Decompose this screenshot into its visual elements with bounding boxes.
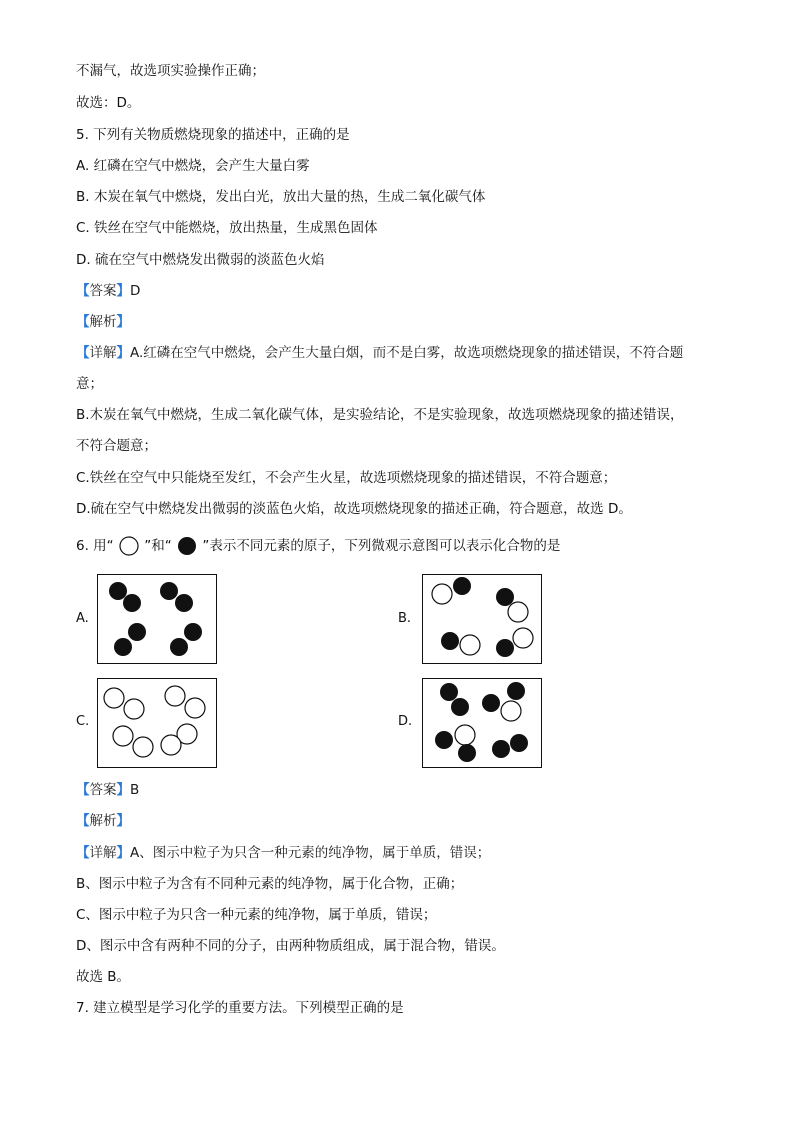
molecule-diagram-d xyxy=(423,679,541,767)
text-line: 不符合题意； xyxy=(76,438,157,454)
question-5-option-b: B. 木炭在氧气中燃烧，发出白光，放出大量的热，生成二氧化碳气体 xyxy=(76,189,486,205)
text-line: 故选：D。 xyxy=(76,95,141,111)
text-line: C.铁丝在空气中只能烧至发红，不会产生火星，故选项燃烧现象的描述错误，不符合题意； xyxy=(76,470,617,486)
question-6-analysis-heading: 【解析】 xyxy=(76,813,130,829)
question-5-option-d: D. 硫在空气中燃烧发出微弱的淡蓝色火焰 xyxy=(76,252,325,268)
text-line: C、图示中粒子为只含一种元素的纯净物，属于单质，错误； xyxy=(76,907,437,923)
text-line: B.木炭在氧气中燃烧，生成二氧化碳气体，是实验结论，不是实验现象，故选项燃烧现象的描述错误， xyxy=(76,407,684,423)
question-6-stem xyxy=(76,536,560,556)
molecule-diagram-b xyxy=(423,575,541,663)
option-b-label: B. xyxy=(398,611,412,626)
diagram-d xyxy=(422,678,542,768)
diagram-b xyxy=(422,574,542,664)
answer-value: D xyxy=(130,283,141,299)
question-5-answer: 【答案】D xyxy=(76,283,141,299)
white-atom-icon xyxy=(118,536,140,556)
diagram-c xyxy=(97,678,217,768)
detail-text: A.红磷在空气中燃烧，会产生大量白烟，而不是白雾，故选项燃烧现象的描述错误，不符合题 xyxy=(130,345,684,361)
answer-tag: 答案 xyxy=(89,283,117,299)
question-5-option-c: C. 铁丝在空气中能燃烧，放出热量，生成黑色固体 xyxy=(76,220,378,236)
question-5-analysis-heading: 【解析】 xyxy=(76,314,130,330)
stem-part: ”和“ xyxy=(144,538,172,554)
analysis-tag: 解析 xyxy=(89,314,117,330)
diagram-a xyxy=(97,574,217,664)
text-line: D.硫在空气中燃烧发出微弱的淡蓝色火焰，故选项燃烧现象的描述正确，符合题意，故选 D。 xyxy=(76,501,632,517)
question-6-detail: 【详解】A、图示中粒子为只含一种元素的纯净物，属于单质，错误； xyxy=(76,845,491,861)
text-line: 不漏气，故选项实验操作正确； xyxy=(76,63,265,79)
analysis-tag: 解析 xyxy=(89,813,117,829)
stem-part: ”表示不同元素的原子，下列微观示意图可以表示化合物的是 xyxy=(202,538,561,554)
question-5-stem: 5. 下列有关物质燃烧现象的描述中，正确的是 xyxy=(76,127,350,143)
answer-value: B xyxy=(130,782,140,798)
detail-tag: 详解 xyxy=(89,345,117,361)
answer-tag: 答案 xyxy=(89,782,117,798)
molecule-diagram-a xyxy=(98,575,216,663)
question-6-answer: 【答案】B xyxy=(76,782,140,798)
stem-part: 6. 用“ xyxy=(76,538,114,554)
text-line: 意； xyxy=(76,376,103,392)
detail-tag: 详解 xyxy=(89,845,117,861)
question-5-option-a: A. 红磷在空气中燃烧，会产生大量白雾 xyxy=(76,158,310,174)
question-7-stem: 7. 建立模型是学习化学的重要方法。下列模型正确的是 xyxy=(76,1000,404,1016)
option-a-label: A. xyxy=(76,611,89,626)
black-atom-icon xyxy=(176,536,198,556)
option-d-label: D. xyxy=(398,714,413,729)
text-line: 故选 B。 xyxy=(76,969,131,985)
question-5-detail: 【详解】A.红磷在空气中燃烧，会产生大量白烟，而不是白雾，故选项燃烧现象的描述错误，不符合题 xyxy=(76,345,684,361)
detail-text: A、图示中粒子为只含一种元素的纯净物，属于单质，错误； xyxy=(130,845,491,861)
option-c-label: C. xyxy=(76,714,90,729)
molecule-diagram-c xyxy=(98,679,216,767)
text-line: D、图示中含有两种不同的分子，由两种物质组成，属于混合物，错误。 xyxy=(76,938,505,954)
text-line: B、图示中粒子为含有不同种元素的纯净物，属于化合物，正确； xyxy=(76,876,464,892)
